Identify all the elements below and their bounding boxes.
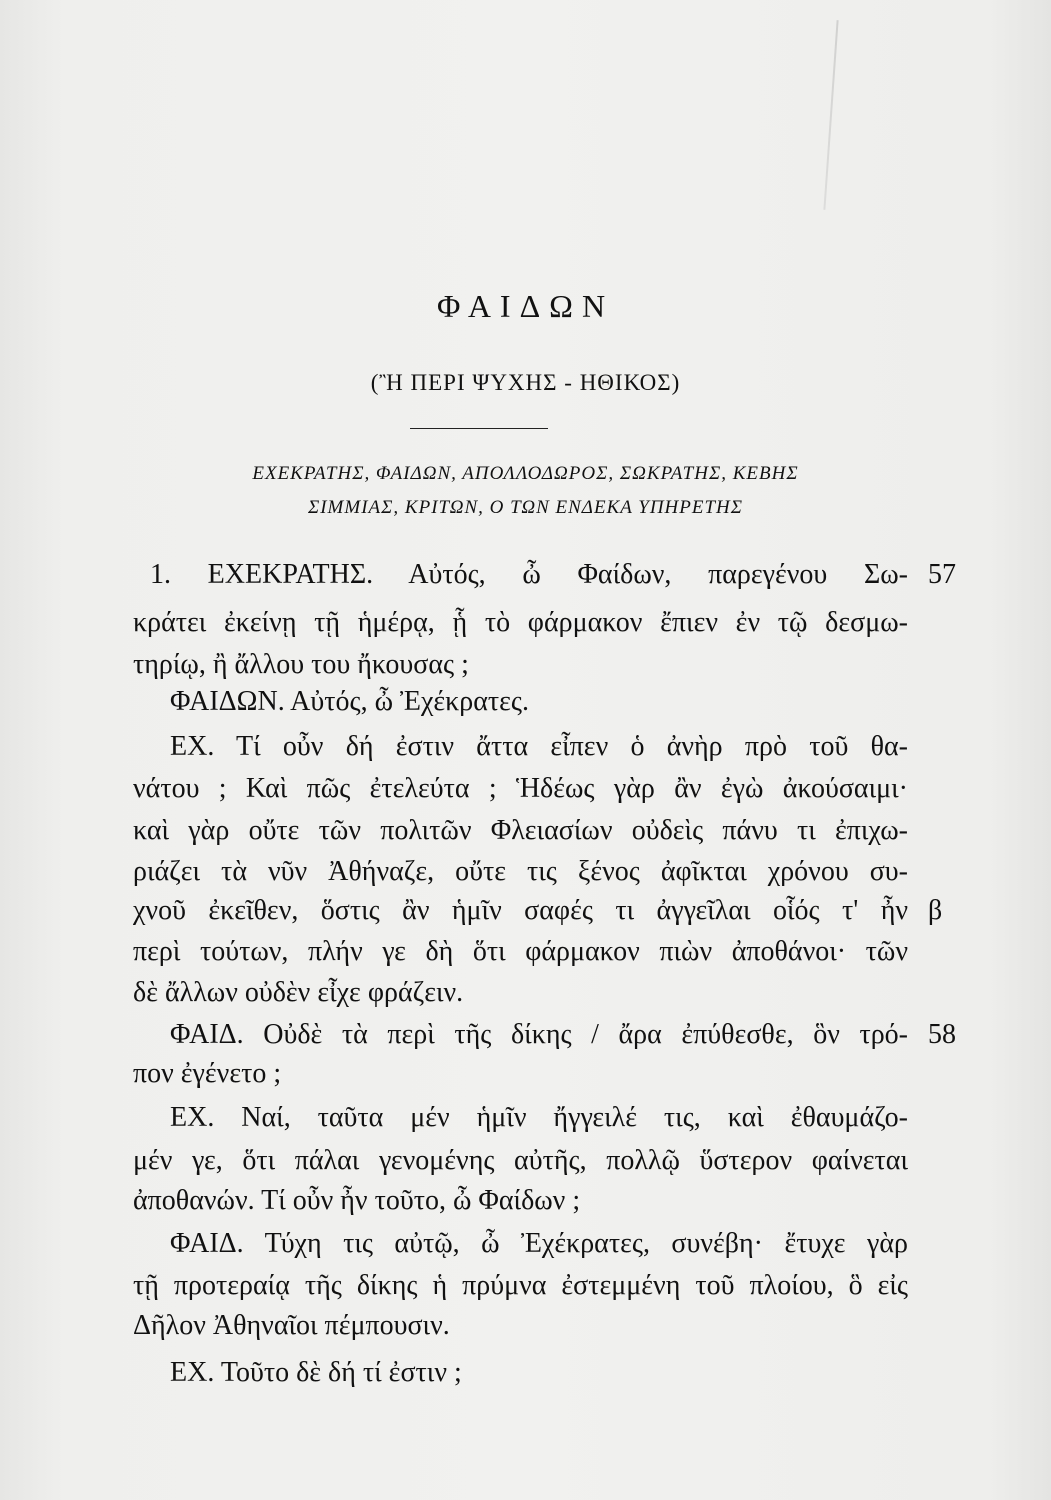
text-line-11: δὲ ἄλλων οὐδὲν εἶχε φράζειν. bbox=[133, 977, 464, 1008]
text-line-16: ἀποθανών. Τί οὖν ἦν τοῦτο, ὦ Φαίδων ; bbox=[133, 1185, 581, 1216]
text-line-8: ριάζει τὰ νῦν Ἀθήναζε, οὔτε τις ξένος ἀφῖκται χρόνου συ- bbox=[133, 856, 908, 887]
text-line-9: χνοῦ ἐκεῖθεν, ὅστις ἂν ἡμῖν σαφές τι ἀγγεῖλαι οἷός τ' ἦν bbox=[133, 895, 908, 926]
text-line-5: ΕΧ. Τί οὖν δή ἐστιν ἄττα εἶπεν ὁ ἀνὴρ πρὸ τοῦ θα- bbox=[170, 731, 908, 762]
text-line-2: κράτει ἐκείνῃ τῇ ἡμέρᾳ, ᾗ τὸ φάρμακον ἔπιεν ἐν τῷ δεσμω- bbox=[133, 607, 908, 638]
margin-number-58: 58 bbox=[928, 1019, 956, 1050]
text-line-17: ΦΑΙΔ. Τύχη τις αὐτῷ, ὦ Ἐχέκρατες, συνέβη· ἔτυχε γὰρ bbox=[170, 1228, 908, 1259]
scan-mark bbox=[823, 20, 838, 210]
text-line-6: νάτου ; Καὶ πῶς ἐτελεύτα ; Ἡδέως γὰρ ἂν ἐγὼ ἀκούσαιμι· bbox=[133, 773, 908, 804]
work-title: ΦΑΙΔΩΝ bbox=[436, 288, 615, 324]
margin-beta: β bbox=[928, 895, 943, 926]
dramatis-personae-line-2: ΣΙΜΜΙΑΣ, ΚΡΙΤΩΝ, Ο ΤΩΝ ΕΝΔΕΚΑ ΥΠΗΡΕΤΗΣ bbox=[307, 497, 744, 518]
text-line-19: Δῆλον Ἀθηναῖοι πέμπουσιν. bbox=[133, 1310, 450, 1341]
text-line-1: 1. ΕΧΕΚΡΑΤΗΣ. Αὐτός, ὦ Φαίδων, παρεγένου Σω- bbox=[150, 559, 908, 590]
text-line-3: τηρίῳ, ἢ ἄλλου του ἤκουσας ; bbox=[133, 649, 469, 680]
text-line-18: τῇ προτεραίᾳ τῆς δίκης ἡ πρύμνα ἐστεμμένη τοῦ πλοίου, ὃ εἰς bbox=[133, 1270, 908, 1301]
work-subtitle: (Ἢ ΠΕΡΙ ΨΥΧΗΣ - ΗΘΙΚΟΣ) bbox=[370, 370, 681, 395]
text-line-20: ΕΧ. Τοῦτο δὲ δή τί ἐστιν ; bbox=[170, 1357, 462, 1388]
text-line-7: καὶ γὰρ οὔτε τῶν πολιτῶν Φλειασίων οὐδεὶς πάνυ τι ἐπιχω- bbox=[133, 815, 908, 846]
text-line-4: ΦΑΙΔΩΝ. Αὐτός, ὦ Ἐχέκρατες. bbox=[170, 686, 529, 717]
margin-number-57: 57 bbox=[928, 559, 956, 590]
text-line-13: πον ἐγένετο ; bbox=[133, 1058, 282, 1089]
text-line-14: ΕΧ. Ναί, ταῦτα μέν ἡμῖν ἤγγειλέ τις, καὶ ἐθαυμάζο- bbox=[170, 1102, 908, 1133]
text-line-15: μέν γε, ὅτι πάλαι γενομένης αὐτῆς, πολλῷ ὕστερον φαίνεται bbox=[133, 1145, 908, 1176]
dramatis-personae-line-1: ΕΧΕΚΡΑΤΗΣ, ΦΑΙΔΩΝ, ΑΠΟΛΛΟΔΩΡΟΣ, ΣΩΚΡΑΤΗΣ, ΚΕΒΗΣ bbox=[252, 463, 799, 484]
title-rule bbox=[410, 428, 548, 429]
text-line-10: περὶ τούτων, πλήν γε δὴ ὅτι φάρμακον πιὼν ἀποθάνοι· τῶν bbox=[133, 936, 908, 967]
text-line-12: ΦΑΙΔ. Οὐδὲ τὰ περὶ τῆς δίκης / ἄρα ἐπύθεσθε, ὃν τρό- bbox=[170, 1019, 908, 1050]
